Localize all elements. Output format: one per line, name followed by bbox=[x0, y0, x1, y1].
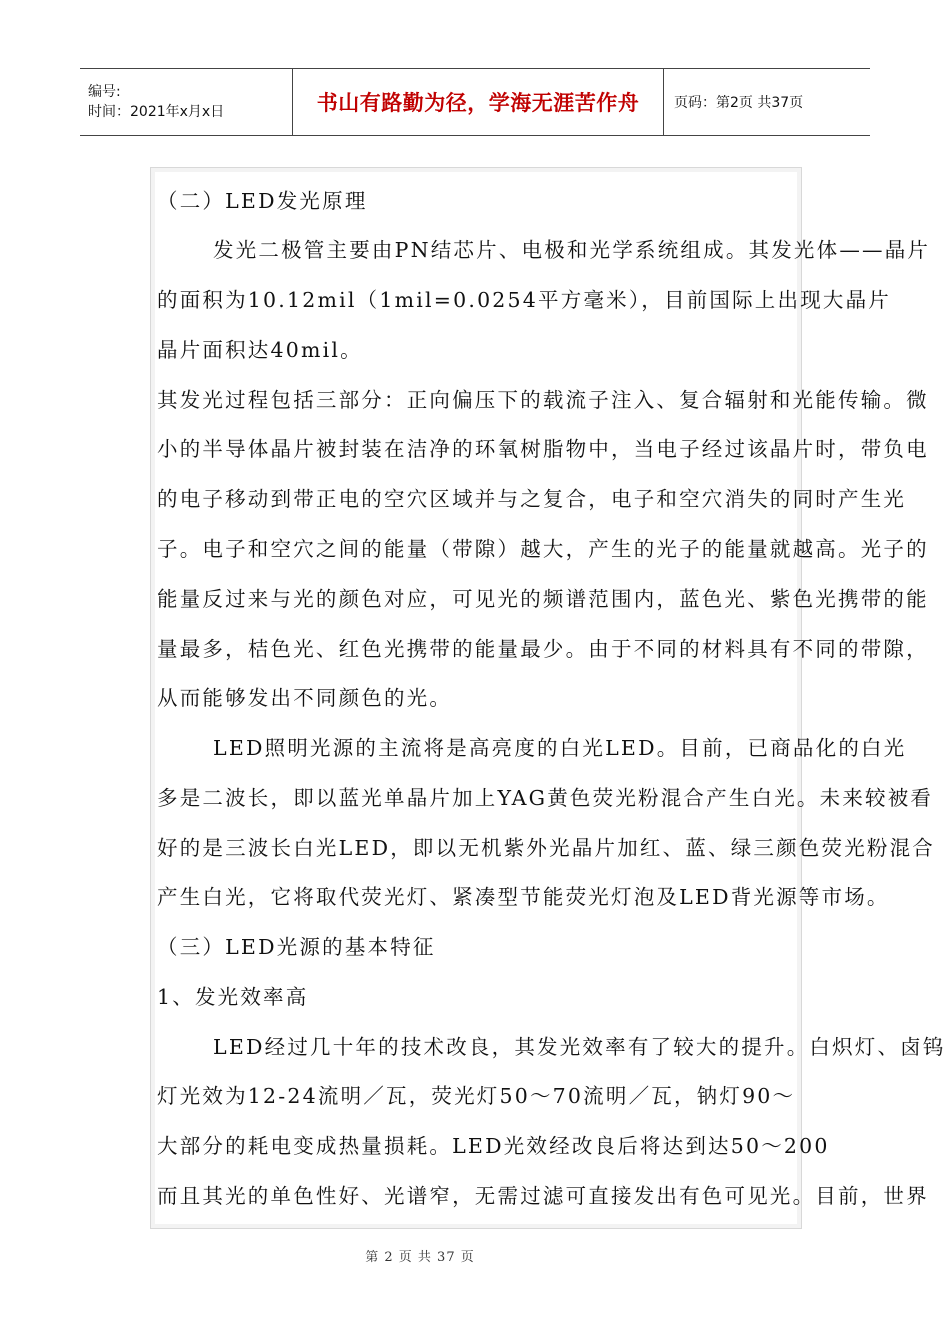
paragraph-line: 从而能够发出不同颜色的光。 bbox=[157, 686, 453, 710]
paragraph-line: 而且其光的单色性好、光谱窄，无需过滤可直接发出有色可见光。目前，世界 bbox=[157, 1184, 929, 1208]
paragraph-line: 产生白光，它将取代荧光灯、紧凑型节能荧光灯泡及LED背光源等市场。 bbox=[157, 885, 890, 909]
paragraph-line: LED经过几十年的技术改良，其发光效率有了较大的提升。白炽灯、卤钨 bbox=[213, 1035, 946, 1059]
subsection-heading: 1、发光效率高 bbox=[157, 985, 309, 1009]
paragraph-line: 大部分的耗电变成热量损耗。LED光效经改良后将达到达50～200 bbox=[157, 1134, 830, 1158]
paragraph-line: 灯光效为12-24流明／瓦，荧光灯50～70流明／瓦，钠灯90～ bbox=[157, 1084, 796, 1108]
number-label: 编号: bbox=[88, 84, 121, 100]
paragraph-line: 的面积为10.12mil（1mil=0.0254平方毫米），目前国际上出现大晶片 bbox=[157, 288, 891, 312]
header-meta-cell bbox=[80, 69, 293, 136]
header-page-info-cell bbox=[664, 69, 871, 136]
paragraph-line: 量最多，桔色光、红色光携带的能量最少。由于不同的材料具有不同的带隙， bbox=[157, 637, 929, 661]
motto: 书山有路勤为径，学海无涯苦作舟 bbox=[316, 90, 640, 115]
paragraph-line: 能量反过来与光的颜色对应，可见光的频谱范围内，蓝色光、紫色光携带的能 bbox=[157, 587, 929, 611]
section-heading: （二）LED发光原理 bbox=[157, 189, 368, 213]
paragraph-line: LED照明光源的主流将是高亮度的白光LED。目前，已商品化的白光 bbox=[213, 736, 907, 760]
paragraph-line: 多是二波长，即以蓝光单晶片加上YAG黄色荧光粉混合产生白光。未来较被看 bbox=[157, 786, 934, 810]
paragraph-line: 发光二极管主要由PN结芯片、电极和光学系统组成。其发光体——晶片 bbox=[213, 238, 931, 262]
time-label: 时间：2021年x月x日 bbox=[88, 104, 225, 120]
header-motto-cell bbox=[293, 69, 664, 136]
paragraph-line: 其发光过程包括三部分：正向偏压下的载流子注入、复合辐射和光能传输。微 bbox=[157, 388, 929, 412]
page-footer: 第 2 页 共 37 页 bbox=[365, 1250, 475, 1265]
paragraph-line: 小的半导体晶片被封装在洁净的环氧树脂物中，当电子经过该晶片时，带负电 bbox=[157, 437, 929, 461]
paragraph-line: 子。电子和空穴之间的能量（带隙）越大，产生的光子的能量就越高。光子的 bbox=[157, 537, 929, 561]
document-body bbox=[157, 174, 950, 1220]
paragraph-line: 的电子移动到带正电的空穴区域并与之复合，电子和空穴消失的同时产生光 bbox=[157, 487, 907, 511]
page-info: 页码：第2页 共37页 bbox=[674, 95, 804, 111]
paragraph-line: 晶片面积达40mil。 bbox=[157, 338, 363, 362]
paragraph-line: 好的是三波长白光LED，即以无机紫外光晶片加红、蓝、绿三颜色荧光粉混合 bbox=[157, 836, 936, 860]
header-table bbox=[80, 68, 870, 136]
section-heading: （三）LED光源的基本特征 bbox=[157, 935, 436, 959]
